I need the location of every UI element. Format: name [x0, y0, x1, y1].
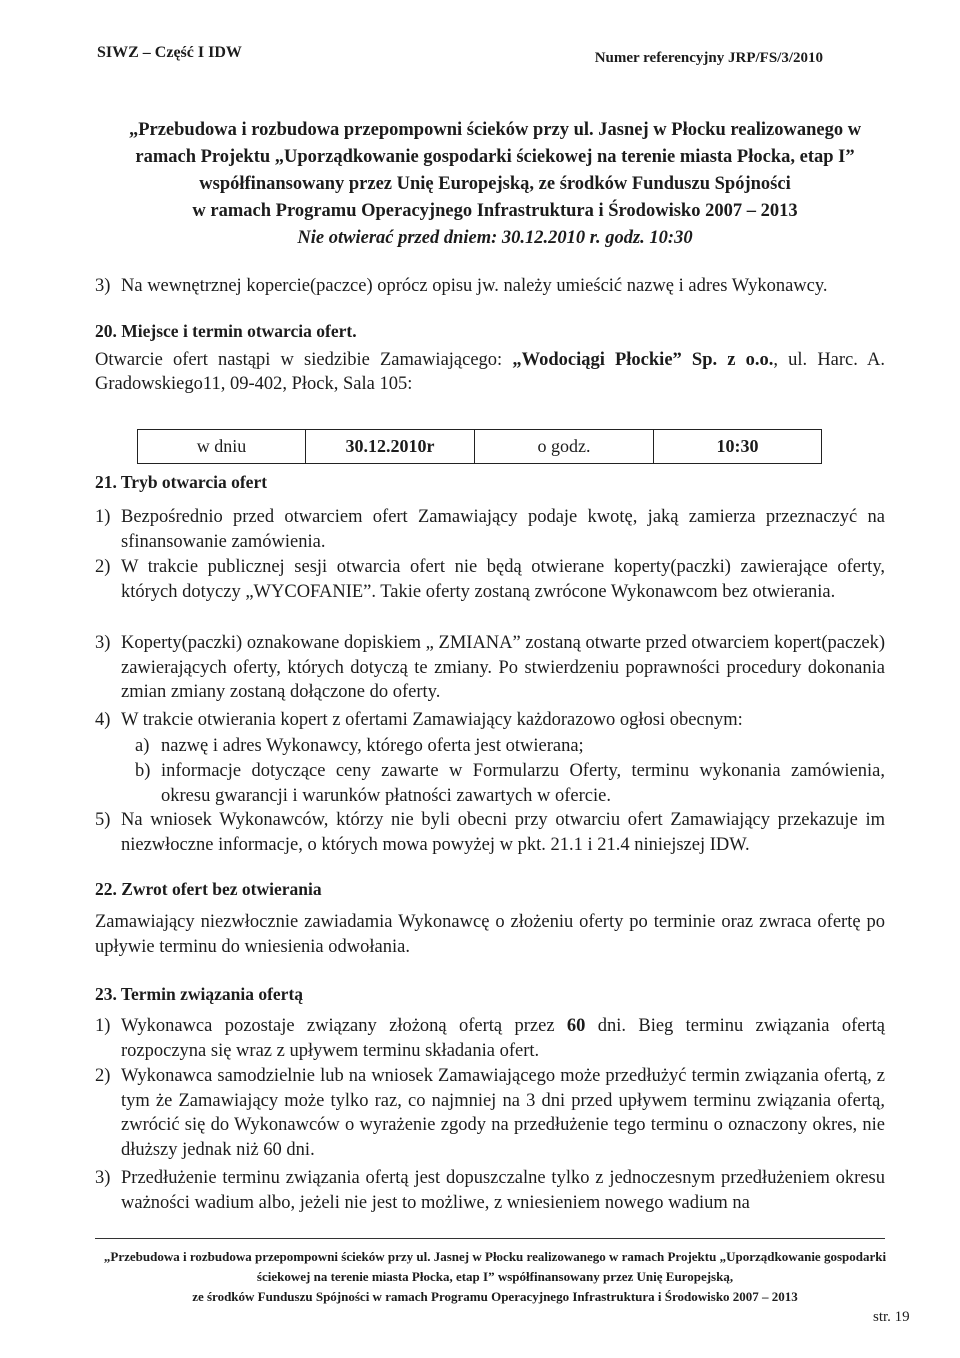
- days-count: 60: [566, 1016, 586, 1036]
- section-21-heading: 21. Tryb otwarcia ofert: [95, 472, 268, 492]
- list-item: [95, 1064, 885, 1162]
- item-number: 3): [95, 1168, 111, 1188]
- item-text: dni. Bieg terminu związania ofertą rozpoczyna się wraz z upływem terminu składania ofert.: [121, 1016, 885, 1061]
- item-number: 1): [95, 507, 111, 527]
- title-line: współfinansowany przez Unię Europejską, ze środków Funduszu Spójności: [199, 174, 791, 194]
- item-text: Na wewnętrznej kopercie(paczce) oprócz opisu jw. należy umieścić nazwę i adres Wykonawcy.: [121, 276, 828, 296]
- list-item: [95, 1014, 885, 1063]
- footer-line: ściekowej na terenie miasta Płocka, etap I” współfinansowany przez Unię Europejską,: [256, 1269, 734, 1284]
- day-label: w dniu: [138, 430, 306, 463]
- item-text: Koperty(paczki) oznakowane dopiskiem „ ZMIANA” zostaną otwarte przed otwarciem kopert(paczek) zawierających oferty, których dotyczą te zmiany. Po stwierdzeniu poprawności procedury dokonania zmian zmiany zostaną dołączone do oferty.: [121, 633, 885, 702]
- item-text: Przedłużenie terminu związania ofertą jest dopuszczalne tylko z jednoczesnym przedłużeniem okresu ważności wadium albo, jeżeli nie jest to możliwe, z wniesieniem nowego wadium na: [121, 1168, 885, 1213]
- item-number: 4): [95, 710, 111, 730]
- section-20-text: [95, 348, 885, 396]
- title-line: ramach Projektu „Uporządkowanie gospodarki ściekowej na terenie miasta Płocka, etap I”: [135, 147, 855, 167]
- list-item: [95, 631, 885, 705]
- item-text: nazwę i adres Wykonawcy, którego oferta jest otwierana;: [161, 736, 584, 756]
- page-header-right: Numer referencyjny JRP/FS/3/2010: [594, 50, 823, 66]
- section-22-text: Zamawiający niezwłocznie zawiadamia Wykonawcę o złożeniu oferty po terminie oraz zwraca ofertę po upływie terminu do wniesienia odwołania.: [95, 912, 885, 957]
- section-22-heading: 22. Zwrot ofert bez otwierania: [95, 879, 322, 899]
- project-title-block: [60, 117, 930, 252]
- item-text: W trakcie publicznej sesji otwarcia ofert nie będą otwierane koperty(paczki) zawierające oferty, których dotyczy „WYCOFANIE”. Takie oferty zostaną zwrócone Wykonawcom bez otwierania.: [121, 557, 885, 602]
- inner-envelope-item: [95, 274, 885, 299]
- item-number: 2): [95, 1066, 111, 1086]
- item-letter: b): [135, 761, 151, 781]
- list-item: [95, 555, 885, 604]
- opening-place-text: Otwarcie ofert nastąpi w siedzibie Zamawiającego:: [95, 350, 513, 370]
- sub-list-item: [135, 734, 885, 759]
- opening-address: , ul. Harc. A. Gradowskiego11, 09-402, Płock, Sala 105:: [95, 350, 885, 394]
- opening-date-table: [137, 429, 822, 464]
- company-name: „Wodociągi Płockie” Sp. z o.o.: [512, 350, 774, 370]
- list-item: [95, 808, 885, 857]
- item-text: Wykonawca samodzielnie lub na wniosek Zamawiającego może przedłużyć termin związania ofertą, z tym że Zamawiający może tylko raz, co najmniej na 3 dni przed upływem terminu związania ofertą, zwrócić się do Wykonawców o wyrażenie zgody na przedłużenie tego terminu o oznaczony okres, nie dłuższy jednak niż 60 dni.: [121, 1066, 885, 1160]
- title-line: w ramach Programu Operacyjnego Infrastruktura i Środowisko 2007 – 2013: [192, 201, 798, 221]
- item-number: 2): [95, 557, 111, 577]
- sub-list-item: [135, 759, 885, 808]
- hour-label: o godz.: [475, 430, 654, 463]
- item-text: Wykonawca pozostaje związany złożoną ofertą przez: [121, 1016, 567, 1036]
- page-footer: [60, 1247, 930, 1307]
- footer-line: „Przebudowa i rozbudowa przepompowni ścieków przy ul. Jasnej w Płocku realizowanego w ramach Projektu „Uporządkowanie gospodarki: [103, 1249, 887, 1264]
- list-item: [95, 505, 885, 554]
- footer-line: ze środków Funduszu Spójności w ramach Programu Operacyjnego Infrastruktura i Środowisko 2007 – 2013: [192, 1289, 798, 1304]
- item-number: 5): [95, 810, 111, 830]
- section-20-heading: 20. Miejsce i termin otwarcia ofert.: [95, 321, 357, 341]
- do-not-open-date: Nie otwierać przed dniem: 30.12.2010 r. godz. 10:30: [297, 228, 693, 248]
- list-item: [95, 1166, 885, 1215]
- section-23-heading: 23. Termin związania ofertą: [95, 984, 304, 1004]
- item-text: Na wniosek Wykonawców, którzy nie byli obecni przy otwarciu ofert Zamawiający przekazuje im niezwłoczne informacje, o których mowa powyżej w pkt. 21.1 i 21.4 niniejszej IDW.: [121, 810, 885, 855]
- item-number: 1): [95, 1016, 111, 1036]
- opening-date: 30.12.2010r: [306, 430, 475, 463]
- page-header-left: SIWZ – Część I IDW: [97, 44, 242, 61]
- item-text: W trakcie otwierania kopert z ofertami Zamawiający każdorazowo ogłosi obecnym:: [121, 710, 743, 730]
- item-text: Bezpośrednio przed otwarciem ofert Zamawiający podaje kwotę, jaką zamierza przeznaczyć na sfinansowanie zamówienia.: [121, 507, 885, 552]
- page-number: str. 19: [873, 1309, 910, 1325]
- item-number: 3): [95, 276, 111, 296]
- footer-divider: [95, 1238, 885, 1239]
- title-line: „Przebudowa i rozbudowa przepompowni ścieków przy ul. Jasnej w Płocku realizowanego w: [128, 120, 862, 140]
- opening-time: 10:30: [716, 436, 759, 456]
- item-letter: a): [135, 736, 150, 756]
- item-text: informacje dotyczące ceny zawarte w Formularzu Oferty, terminu wykonania zamówienia, okresu gwarancji i warunków płatności zawartych w ofercie.: [161, 761, 885, 806]
- list-item: [95, 708, 885, 733]
- item-number: 3): [95, 633, 111, 653]
